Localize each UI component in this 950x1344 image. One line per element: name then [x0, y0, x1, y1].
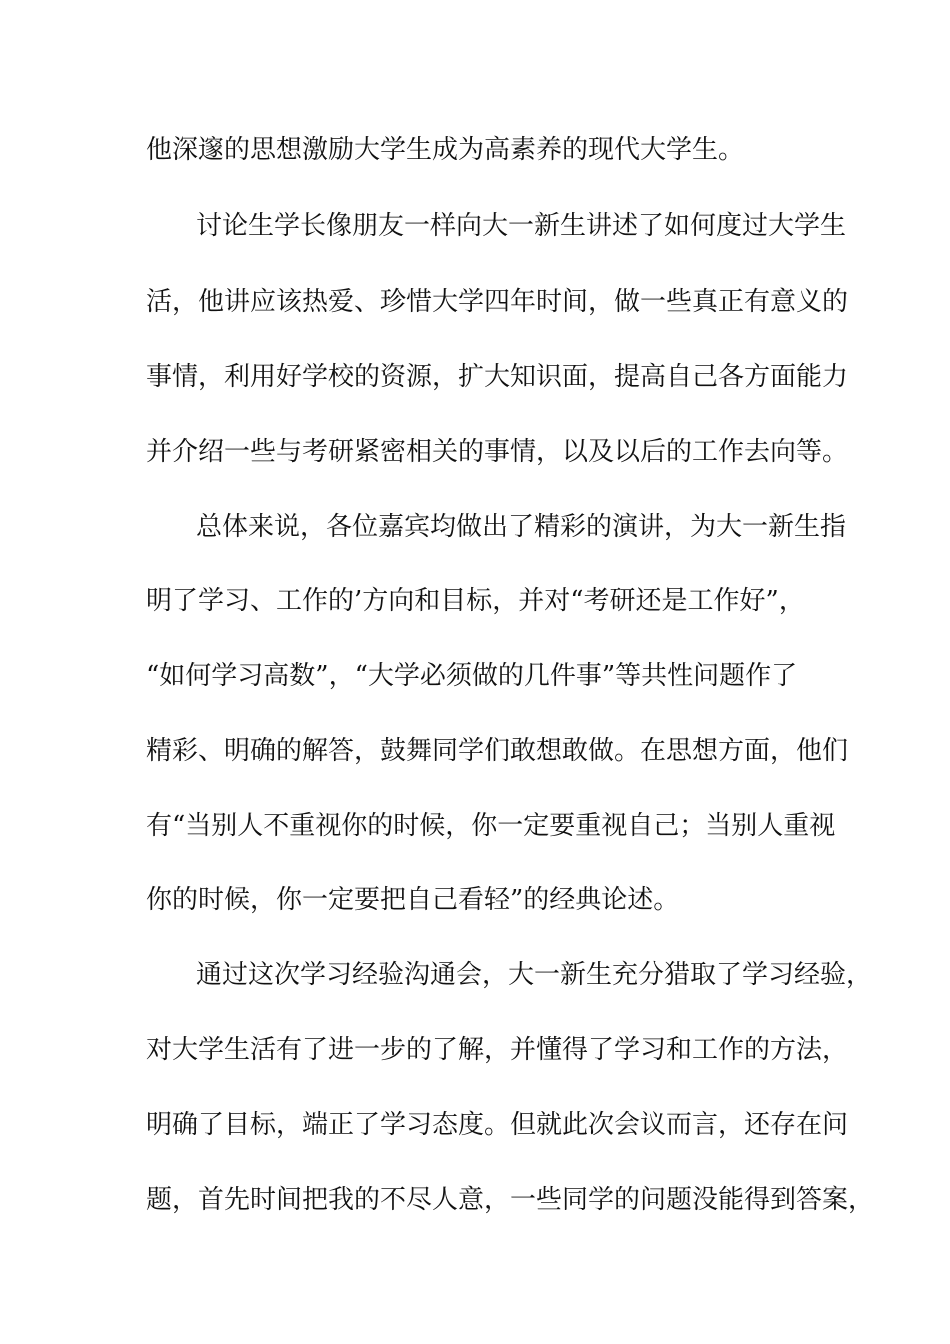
- text-line: 题，首先时间把我的不尽人意，一些同学的问题没能得到答案，: [146, 1185, 875, 1215]
- text-line: “如何学习高数”，“大学必须做的几件事”等共性问题作了: [146, 661, 798, 691]
- text-line: 总体来说，各位嘉宾均做出了精彩的演讲，为大一新生指: [196, 512, 847, 542]
- text-line: 精彩、明确的解答，鼓舞同学们敢想敢做。在思想方面，他们: [146, 736, 849, 766]
- text-line: 活，他讲应该热爱、珍惜大学四年时间，做一些真正有意义的: [146, 287, 849, 317]
- text-line: 并介绍一些与考研紧密相关的事情，以及以后的工作去向等。: [146, 437, 849, 467]
- text-line: 事情，利用好学校的资源，扩大知识面，提高自己各方面能力: [146, 362, 849, 392]
- text-line: 通过这次学习经验沟通会，大一新生充分猎取了学习经验，: [196, 960, 873, 990]
- text-line: 明确了目标，端正了学习态度。但就此次会议而言，还存在问: [146, 1110, 849, 1140]
- text-line: 他深邃的思想激励大学生成为高素养的现代大学生。: [146, 135, 745, 165]
- text-line: 有“当别人不重视你的时候，你一定要重视自己；当别人重视: [146, 811, 836, 841]
- text-line: 你的时候，你一定要把自己看轻”的经典论述。: [146, 885, 680, 915]
- text-line: 讨论生学长像朋友一样向大一新生讲述了如何度过大学生: [196, 211, 847, 241]
- text-line: 明了学习、工作的’方向和目标，并对“考研还是工作好”，: [146, 586, 805, 616]
- text-line: 对大学生活有了进一步的了解，并懂得了学习和工作的方法，: [146, 1035, 849, 1065]
